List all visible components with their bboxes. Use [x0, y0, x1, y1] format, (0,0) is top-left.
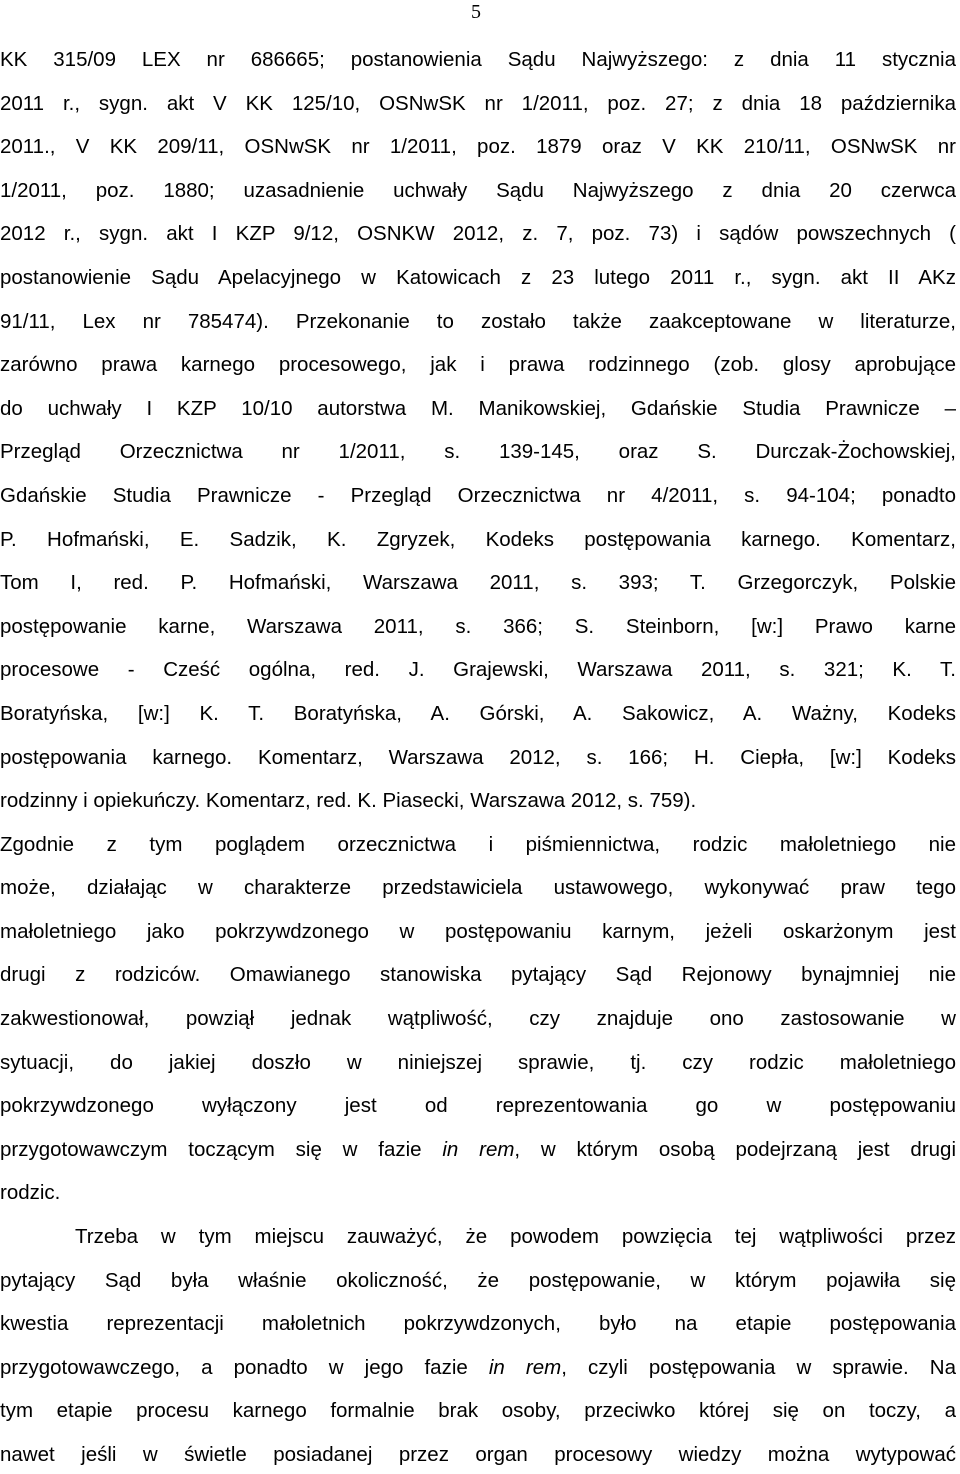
text-segment: przygotowawczym toczącym się w fazie: [0, 1137, 443, 1161]
text-line: procesowe - Cześć ogólna, red. J. Grajewski, Warszawa 2011, s. 321; K. T.: [0, 658, 956, 682]
text-line: [0, 1346, 956, 1390]
text-line: Tom I, red. P. Hofmański, Warszawa 2011, s. 393; T. Grzegorczyk, Polskie: [0, 571, 956, 595]
text-line: postępowania karnego. Komentarz, Warszawa 2012, s. 166; H. Ciepła, [w:] Kodeks: [0, 745, 956, 769]
text-line: rodzic.: [0, 1181, 61, 1205]
text-line: kwestia reprezentacji małoletnich pokrzywdzonych, było na etapie postępowania: [0, 1312, 956, 1336]
text-segment: , w którym osobą podejrzaną jest drugi: [514, 1137, 956, 1161]
text-line: do uchwały I KZP 10/10 autorstwa M. Manikowskiej, Gdańskie Studia Prawnicze –: [0, 396, 956, 420]
text-line: małoletniego jako pokrzywdzonego w postępowaniu karnym, jeżeli oskarżonym jest: [0, 919, 956, 943]
text-line: pokrzywdzonego wyłączony jest od reprezentowania go w postępowaniu: [0, 1094, 956, 1118]
text-line: drugi z rodziców. Omawianego stanowiska pytający Sąd Rejonowy bynajmniej nie: [0, 963, 956, 987]
text-line: postanowienie Sądu Apelacyjnego w Katowicach z 23 lutego 2011 r., sygn. akt II AKz: [0, 265, 956, 289]
text-segment: przygotowawczego, a ponadto w jego fazie: [0, 1355, 489, 1379]
italic-latin-term: in rem: [488, 1355, 562, 1379]
body-text: [0, 38, 956, 1474]
text-line: rodzinny i opiekuńczy. Komentarz, red. K. Piasecki, Warszawa 2012, s. 759).: [0, 789, 697, 813]
text-line: P. Hofmański, E. Sadzik, K. Zgryzek, Kodeks postępowania karnego. Komentarz,: [0, 527, 956, 551]
text-segment: , czyli postępowania w sprawie. Na: [561, 1355, 956, 1379]
text-line: [0, 1128, 956, 1172]
text-line: zarówno prawa karnego procesowego, jak i prawa rodzinnego (zob. glosy aprobujące: [0, 353, 956, 377]
text-line: pytający Sąd była właśnie okoliczność, że postępowanie, w którym pojawiła się: [0, 1268, 956, 1292]
text-line: 91/11, Lex nr 785474). Przekonanie to zostało także zaakceptowane w literaturze,: [0, 309, 956, 333]
text-line: tym etapie procesu karnego formalnie brak osoby, przeciwko której się on toczy, a: [0, 1399, 956, 1423]
text-line: postępowanie karne, Warszawa 2011, s. 366; S. Steinborn, [w:] Prawo karne: [0, 614, 956, 638]
text-line: 1/2011, poz. 1880; uzasadnienie uchwały Sądu Najwyższego z dnia 20 czerwca: [0, 178, 956, 202]
text-line: 2011 r., sygn. akt V KK 125/10, OSNwSK nr 1/2011, poz. 27; z dnia 18 października: [0, 91, 956, 115]
text-line: KK 315/09 LEX nr 686665; postanowienia Sądu Najwyższego: z dnia 11 stycznia: [0, 48, 956, 71]
text-line: 2012 r., sygn. akt I KZP 9/12, OSNKW 2012, z. 7, poz. 73) i sądów powszechnych (: [0, 222, 956, 246]
text-line: Zgodnie z tym poglądem orzecznictwa i piśmiennictwa, rodzic małoletniego nie: [0, 832, 956, 856]
text-line: Przegląd Orzecznictwa nr 1/2011, s. 139-145, oraz S. Durczak-Żochowskiej,: [0, 440, 956, 464]
text-line: Gdańskie Studia Prawnicze - Przegląd Orzecznictwa nr 4/2011, s. 94-104; ponadto: [0, 483, 956, 507]
text-line: Trzeba w tym miejscu zauważyć, że powodem powzięcia tej wątpliwości przez: [75, 1225, 956, 1249]
text-line: Boratyńska, [w:] K. T. Boratyńska, A. Górski, A. Sakowicz, A. Ważny, Kodeks: [0, 701, 956, 725]
italic-latin-term: in rem: [442, 1137, 515, 1161]
text-line: zakwestionował, powziął jednak wątpliwość, czy znajduje ono zastosowanie w: [0, 1007, 956, 1031]
page-number: 5: [471, 1, 481, 23]
text-line: może, działając w charakterze przedstawiciela ustawowego, wykonywać praw tego: [0, 876, 956, 900]
text-line: nawet jeśli w świetle posiadanej przez organ procesowy wiedzy można wytypować: [0, 1443, 956, 1466]
text-line: 2011., V KK 209/11, OSNwSK nr 1/2011, poz. 1879 oraz V KK 210/11, OSNwSK nr: [0, 135, 956, 159]
text-line: sytuacji, do jakiej doszło w niniejszej sprawie, tj. czy rodzic małoletniego: [0, 1050, 956, 1074]
